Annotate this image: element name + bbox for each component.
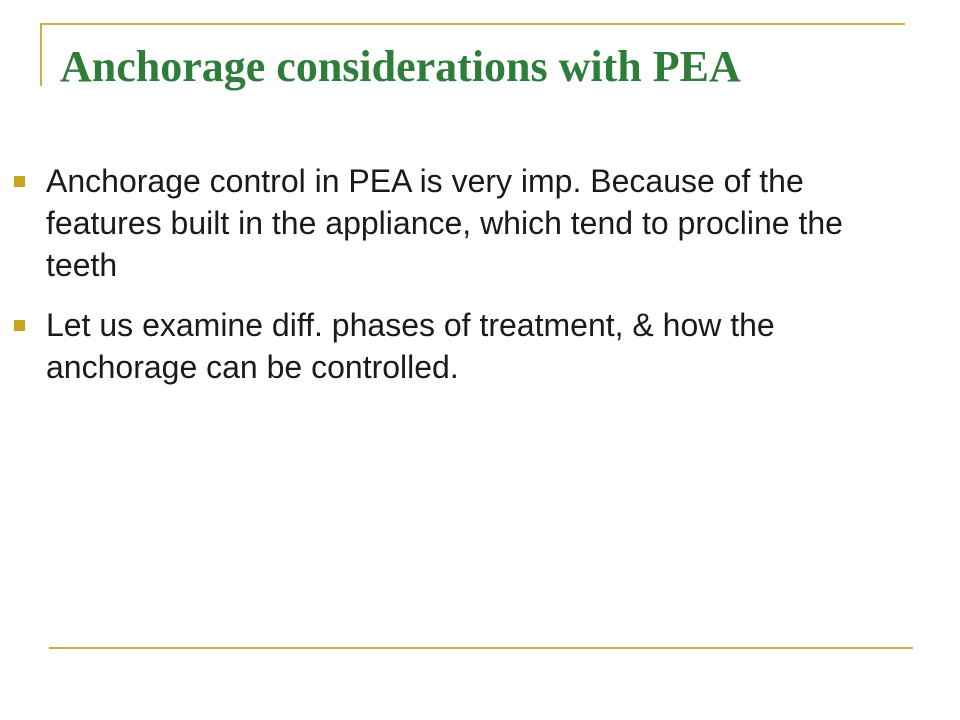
square-bullet-icon (14, 320, 25, 331)
bullet-text: Let us examine diff. phases of treatment, & how the anchorage can be controlled. (46, 307, 775, 385)
left-rule (40, 23, 42, 86)
bullet-text: Anchorage control in PEA is very imp. Because of the features built in the appliance, which tend to procline the teeth (46, 163, 843, 283)
square-bullet-icon (14, 176, 25, 187)
bullet-item (14, 160, 894, 286)
bullet-item (14, 304, 894, 388)
bottom-rule (49, 647, 913, 649)
top-rule (41, 23, 905, 25)
slide-title: Anchorage considerations with PEA (60, 42, 741, 91)
bullet-list (14, 160, 894, 406)
